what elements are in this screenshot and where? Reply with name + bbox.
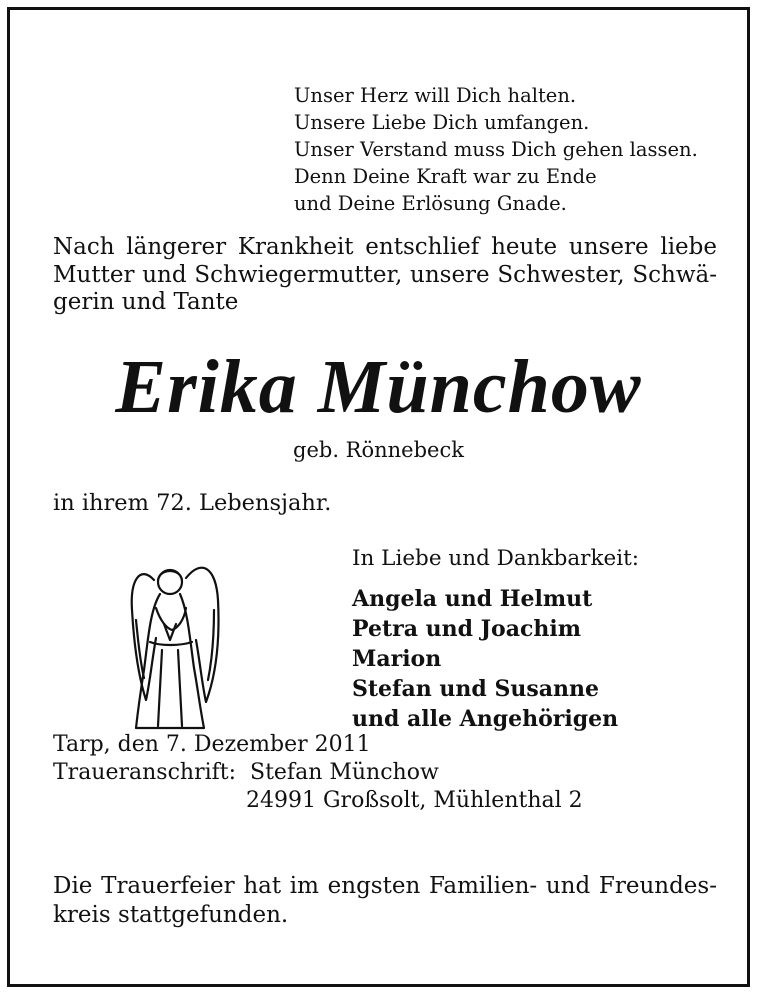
mourner-name: Petra und Joachim bbox=[352, 616, 582, 642]
poem bbox=[294, 82, 698, 217]
intro-line: Mutter und Schwiegermutter, unsere Schwester, Schwä- bbox=[53, 261, 717, 288]
deceased-name: Erika Münchow bbox=[115, 345, 642, 429]
mourner-name: und alle Angehörigen bbox=[352, 706, 619, 732]
poem-line: und Deine Erlösung Gnade. bbox=[294, 192, 567, 215]
poem-line: Unser Herz will Dich halten. bbox=[294, 84, 577, 107]
mourner-name: Marion bbox=[352, 646, 442, 672]
poem-line: Denn Deine Kraft war zu Ende bbox=[294, 165, 597, 188]
mourners-list bbox=[352, 584, 618, 734]
mourner-name: Stefan und Susanne bbox=[352, 676, 599, 702]
intro-line: Nach längerer Krankheit entschlief heute unsere liebe bbox=[53, 234, 717, 260]
funeral-text bbox=[53, 872, 717, 930]
mourners-heading: In Liebe und Dankbarkeit: bbox=[352, 546, 639, 571]
address-name: Stefan Münchow bbox=[250, 760, 439, 785]
funeral-line: Die Trauerfeier hat im engsten Familien- und Freundes- bbox=[53, 873, 717, 899]
intro-text bbox=[53, 234, 717, 317]
poem-line: Unser Verstand muss Dich gehen lassen. bbox=[294, 138, 698, 161]
poem-line: Unsere Liebe Dich umfangen. bbox=[294, 111, 590, 134]
mourner-name: Angela und Helmut bbox=[352, 586, 593, 612]
place-date: Tarp, den 7. Dezember 2011 bbox=[53, 732, 371, 757]
funeral-line: kreis stattgefunden. bbox=[53, 902, 289, 928]
address-city: 24991 Großsolt, Mühlenthal 2 bbox=[246, 788, 583, 813]
birth-name: geb. Rönnebeck bbox=[293, 438, 464, 462]
obituary-notice bbox=[7, 7, 750, 987]
angel-icon bbox=[120, 550, 235, 735]
address-label: Traueranschrift: bbox=[53, 760, 237, 785]
intro-line: gerin und Tante bbox=[53, 289, 239, 315]
age-line: in ihrem 72. Lebensjahr. bbox=[53, 490, 332, 516]
